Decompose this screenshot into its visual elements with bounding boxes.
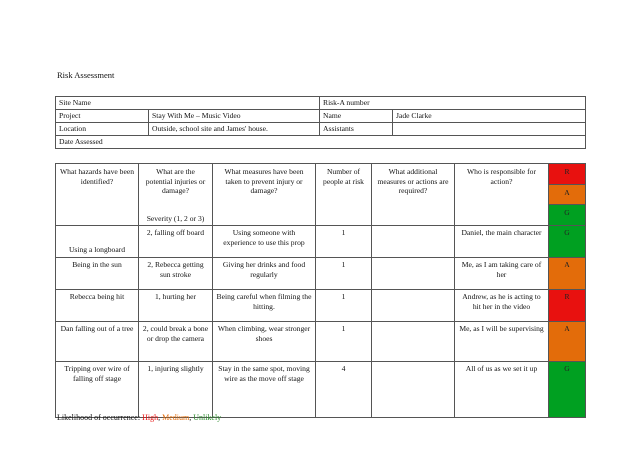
risk-level-cell: G [549, 226, 586, 258]
table-row [56, 290, 586, 322]
header-potential [139, 164, 213, 226]
location-value: Outside, school site and James' house. [149, 123, 320, 136]
additional-cell [372, 258, 455, 290]
table-row [56, 258, 586, 290]
assistants-label: Assistants [320, 123, 393, 136]
risk-level-cell: R [549, 290, 586, 322]
risk-level-cell: A [549, 322, 586, 362]
header-severity: Severity (1, 2 or 3) [146, 213, 205, 223]
hazard-cell: Rebecca being hit [56, 290, 139, 322]
table-row [56, 322, 586, 362]
responsible-cell: Andrew, as he is acting to hit her in the video [455, 290, 549, 322]
responsible-cell: All of us as we set it up [455, 362, 549, 418]
info-row-project [56, 110, 586, 123]
number-cell: 1 [316, 290, 372, 322]
info-row-date [56, 136, 586, 149]
additional-cell [372, 226, 455, 258]
additional-cell [372, 290, 455, 322]
legend-sep-2: , [189, 413, 194, 422]
name-label: Name [320, 110, 393, 123]
legend-medium: Medium [162, 413, 190, 422]
responsible-cell: Daniel, the main character [455, 226, 549, 258]
responsible-cell: Me, as I will be supervising [455, 322, 549, 362]
number-cell: 1 [316, 322, 372, 362]
number-cell: 1 [316, 226, 372, 258]
hazard-cell: Using a longboard [56, 226, 139, 258]
header-measures: What measures have been taken to prevent injury or damage? [213, 164, 316, 226]
measures-cell: Stay in the same spot, moving wire as the move off stage [213, 362, 316, 418]
project-label: Project [56, 110, 149, 123]
risk-number-label: Risk-A number [320, 97, 586, 110]
injury-cell: 1, injuring slightly [139, 362, 213, 418]
page-title: Risk Assessment [57, 70, 115, 80]
legend-sep-1: , [158, 413, 163, 422]
additional-cell [372, 322, 455, 362]
injury-cell: 2, could break a bone or drop the camera [139, 322, 213, 362]
header-additional: What additional measures or actions are required? [372, 164, 455, 226]
measures-cell: Being careful when filming the hitting. [213, 290, 316, 322]
hazard-cell: Dan falling out of a tree [56, 322, 139, 362]
legend-unlikely: Unlikely [193, 413, 222, 422]
additional-cell [372, 362, 455, 418]
likelihood-legend [57, 413, 221, 422]
site-name-label: Site Name [56, 97, 320, 110]
header-responsible: Who is responsible for action? [455, 164, 549, 226]
risk-table [55, 163, 586, 418]
risk-level-cell: G [549, 362, 586, 418]
risk-level-cell: A [549, 258, 586, 290]
legend-prefix: Likelihood of occurrence: [57, 413, 143, 422]
info-table [55, 96, 586, 149]
legend-high: High [142, 413, 159, 422]
injury-cell: 2, Rebecca getting sun stroke [139, 258, 213, 290]
hazard-cell: Being in the sun [56, 258, 139, 290]
date-label: Date Assessed [56, 136, 586, 149]
location-label: Location [56, 123, 149, 136]
name-value: Jade Clarke [393, 110, 586, 123]
injury-cell: 1, hurting her [139, 290, 213, 322]
header-number: Number of people at risk [316, 164, 372, 226]
info-row-site [56, 97, 586, 110]
table-row [56, 226, 586, 258]
measures-cell: When climbing, wear stronger shoes [213, 322, 316, 362]
hazard-cell: Tripping over wire of falling off stage [56, 362, 139, 418]
header-hazards: What hazards have been identified? [56, 164, 139, 226]
responsible-cell: Me, as I am taking care of her [455, 258, 549, 290]
assistants-value [393, 123, 586, 136]
injury-cell: 2, falling off board [139, 226, 213, 258]
info-row-location [56, 123, 586, 136]
level-header-g: G [549, 204, 586, 225]
number-cell: 1 [316, 258, 372, 290]
project-value: Stay With Me – Music Video [149, 110, 320, 123]
table-row [56, 362, 586, 418]
measures-cell: Using someone with experience to use this prop [213, 226, 316, 258]
measures-cell: Giving her drinks and food regularly [213, 258, 316, 290]
header-row [56, 164, 586, 185]
number-cell: 4 [316, 362, 372, 418]
level-header-a: A [549, 185, 586, 205]
level-header-r: R [549, 164, 586, 185]
header-potential-text: What are the potential injuries or damage? [145, 167, 206, 195]
